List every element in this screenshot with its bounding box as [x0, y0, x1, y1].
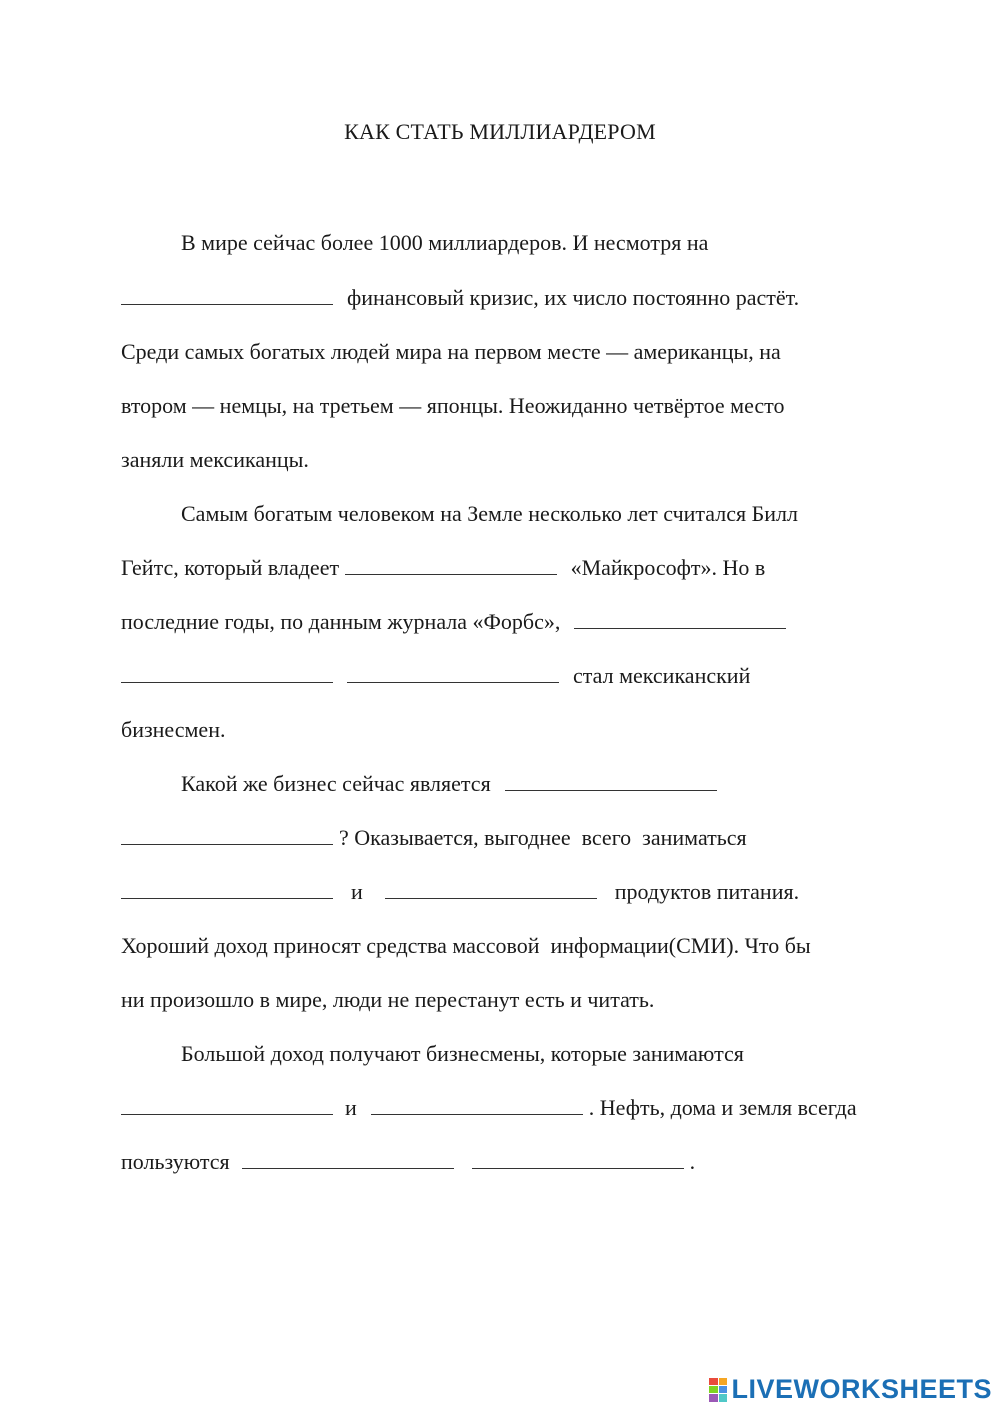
text-span: Самым богатым человеком на Земле несколько лет считался Билл [181, 501, 798, 526]
answer-blank-2[interactable] [345, 556, 557, 575]
answer-blank-1[interactable] [121, 286, 333, 305]
paragraph-4-line-3 [121, 1147, 695, 1177]
answer-blank-12[interactable] [242, 1150, 454, 1169]
logo-text: LIVEWORKSHEETS [731, 1374, 992, 1404]
text-span: финансовый кризис, их число постоянно растёт. [347, 285, 800, 310]
answer-blank-7[interactable] [121, 826, 333, 845]
text-span: Большой доход получают бизнесмены, которые занимаются [181, 1041, 744, 1066]
paragraph-2-line-2 [121, 553, 765, 583]
text-span: заняли мексиканцы. [121, 447, 309, 472]
answer-blank-11[interactable] [371, 1096, 583, 1115]
text-span: последние годы, по данным журнала «Форбс», [121, 609, 561, 634]
text-span: . Нефть, дома и земля всегда [588, 1095, 857, 1120]
answer-blank-4[interactable] [121, 664, 333, 683]
paragraph-2-line-5 [121, 715, 225, 745]
text-span: «Майкрософт». Но в [570, 555, 766, 580]
answer-blank-5[interactable] [347, 664, 559, 683]
answer-blank-8[interactable] [121, 880, 333, 899]
paragraph-1-line-2 [121, 283, 799, 313]
text-span: и [351, 879, 363, 904]
text-span: Хороший доход приносят средства массовой информации(СМИ). Что бы [121, 933, 811, 958]
paragraph-1-line-5 [121, 445, 309, 475]
answer-blank-9[interactable] [385, 880, 597, 899]
paragraph-3-line-1 [181, 769, 717, 799]
paragraph-2-line-1 [181, 499, 798, 529]
text-span: и [345, 1095, 357, 1120]
text-span: продуктов питания. [614, 879, 800, 904]
text-span: Гейтс, который владеет [121, 555, 340, 580]
answer-blank-6[interactable] [505, 772, 717, 791]
paragraph-1-line-4 [121, 391, 785, 421]
text-span: пользуются [121, 1149, 230, 1174]
text-span: Среди самых богатых людей мира на первом месте — американцы, на [121, 339, 781, 364]
paragraph-3-line-3 [121, 877, 799, 907]
page-title: КАК СТАТЬ МИЛЛИАРДЕРОМ [344, 119, 656, 144]
paragraph-4-line-2 [121, 1093, 857, 1123]
paragraph-3-line-5 [121, 985, 654, 1015]
text-span: бизнесмен. [121, 717, 226, 742]
paragraph-4-line-1 [181, 1039, 744, 1069]
paragraph-3-line-4 [121, 931, 811, 961]
paragraph-3-line-2 [121, 823, 747, 853]
text-span: стал мексиканский [573, 663, 751, 688]
paragraph-1-line-1 [181, 228, 708, 258]
text-span: . [689, 1149, 696, 1174]
text-span: В мире сейчас более 1000 миллиардеров. И несмотря на [181, 230, 709, 255]
text-span: ни произошло в мире, люди не перестанут есть и читать. [121, 987, 655, 1012]
text-span: втором — немцы, на третьем — японцы. Неожиданно четвёртое место [121, 393, 785, 418]
liveworksheets-logo[interactable] [709, 1374, 992, 1405]
answer-blank-13[interactable] [472, 1150, 684, 1169]
logo-icon [709, 1378, 727, 1402]
answer-blank-3[interactable] [574, 610, 786, 629]
text-span: ? Оказывается, выгоднее всего заниматься [339, 825, 747, 850]
text-span: Какой же бизнес сейчас является [181, 771, 491, 796]
paragraph-2-line-3 [121, 607, 786, 637]
answer-blank-10[interactable] [121, 1096, 333, 1115]
paragraph-2-line-4 [121, 661, 750, 691]
paragraph-1-line-3 [121, 337, 781, 367]
